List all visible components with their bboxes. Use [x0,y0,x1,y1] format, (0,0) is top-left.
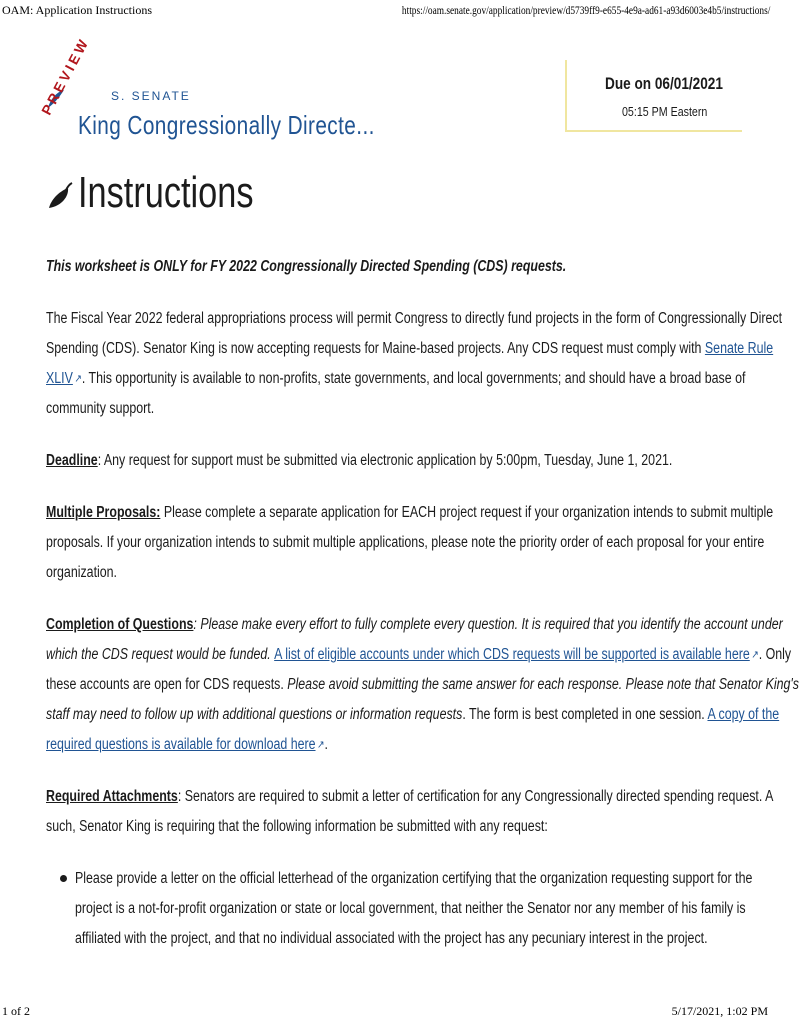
instructions-leaf-icon [46,182,74,210]
intro-statement: This worksheet is ONLY for FY 2022 Congressionally Directed Spending (CDS) requests. [46,258,567,275]
external-link-icon: ↗ [751,649,759,661]
list-item: Please provide a letter on the official letterhead of the organization certifying that the organization requesting support for the project is a not-for-profit organization or state or local government, that neither the Senator nor any member of his family is affiliated with the project, and that no individual associated with the project has any pecuniary interest in the project. [60,864,732,954]
paragraph-required-attachments: Required Attachments: Senators are required to submit a letter of certification for any Congressionally directed spending request. A such, Senator King is requiring that the following information be submitted with any request: [46,788,774,835]
due-date-title: Due on 06/01/2021 [605,74,723,93]
eligible-accounts-link[interactable]: A list of eligible accounts under which CDS requests will be supported is available here ↗ [274,646,759,663]
application-title[interactable]: King Congressionally Directe... [78,110,375,140]
paragraph-completion: Completion of Questions: Please make every effort to fully complete every question. It is required that you identify the account under which the CDS request would be funded. A list of eligible accounts under which CDS requests will be supported is available here ↗. Only these accounts are open for CDS requests. Please avoid submitting the same answer for each response. Please note that Senator King's staff may need to follow up with additional questions or information requests. The form is best completed in one session. A copy of the required questions is available for download here ↗. [46,610,732,760]
external-link-icon: ↗ [317,739,325,751]
senate-rule-link-cont[interactable]: XLIV ↗ [46,370,82,387]
due-date-box [565,60,742,132]
preview-stamp: PREVIEW [38,34,93,118]
page-title: Instructions [78,168,254,217]
paragraph-deadline: Deadline: Any request for support must be submitted via electronic application by 5:00pm, Tuesday, June 1, 2021. [46,452,673,469]
print-header-title: OAM: Application Instructions [2,3,152,17]
senate-label: S. SENATE [111,89,191,103]
completion-label: Completion of Questions [46,616,194,633]
deadline-label: Deadline [46,452,98,469]
print-header [0,3,770,19]
required-questions-link[interactable]: A copy of the [707,706,780,723]
external-link-icon: ↗ [74,373,82,385]
senate-rule-link[interactable]: Senate Rule [704,340,774,357]
print-timestamp: 5/17/2021, 1:02 PM [671,1004,768,1018]
paragraph-overview: The Fiscal Year 2022 federal appropriations process will permit Congress to directly fund projects in the form of Congressionally Direct Spending (CDS). Senator King is now accepting requests for Maine-based projects. Any CDS request must comply with Senate Rule XLIV ↗. This opportunity is available to non-profits, state governments, and local governments; and should have a broad base of community support. [46,310,783,417]
instructions-content [46,252,799,954]
print-footer [0,1004,770,1020]
required-questions-link-cont[interactable]: required questions is available for download here ↗ [46,736,325,753]
print-header-url: https://oam.senate.gov/application/preview/d5739ff9-e655-4e9a-ad61-a93d6003e4b5/instructions/ [401,3,770,17]
due-date-time: 05:15 PM Eastern [622,104,708,119]
paragraph-multiple-proposals: Multiple Proposals: Please complete a separate application for EACH project request if your organization intends to submit multiple proposals. If your organization intends to submit multiple applications, please note the priority order of each proposal for your entire organization. [46,504,774,581]
page-count: 1 of 2 [2,1004,30,1018]
bullet-icon [60,875,67,882]
required-attachments-label: Required Attachments [46,788,178,805]
multiple-proposals-label: Multiple Proposals: [46,504,161,521]
